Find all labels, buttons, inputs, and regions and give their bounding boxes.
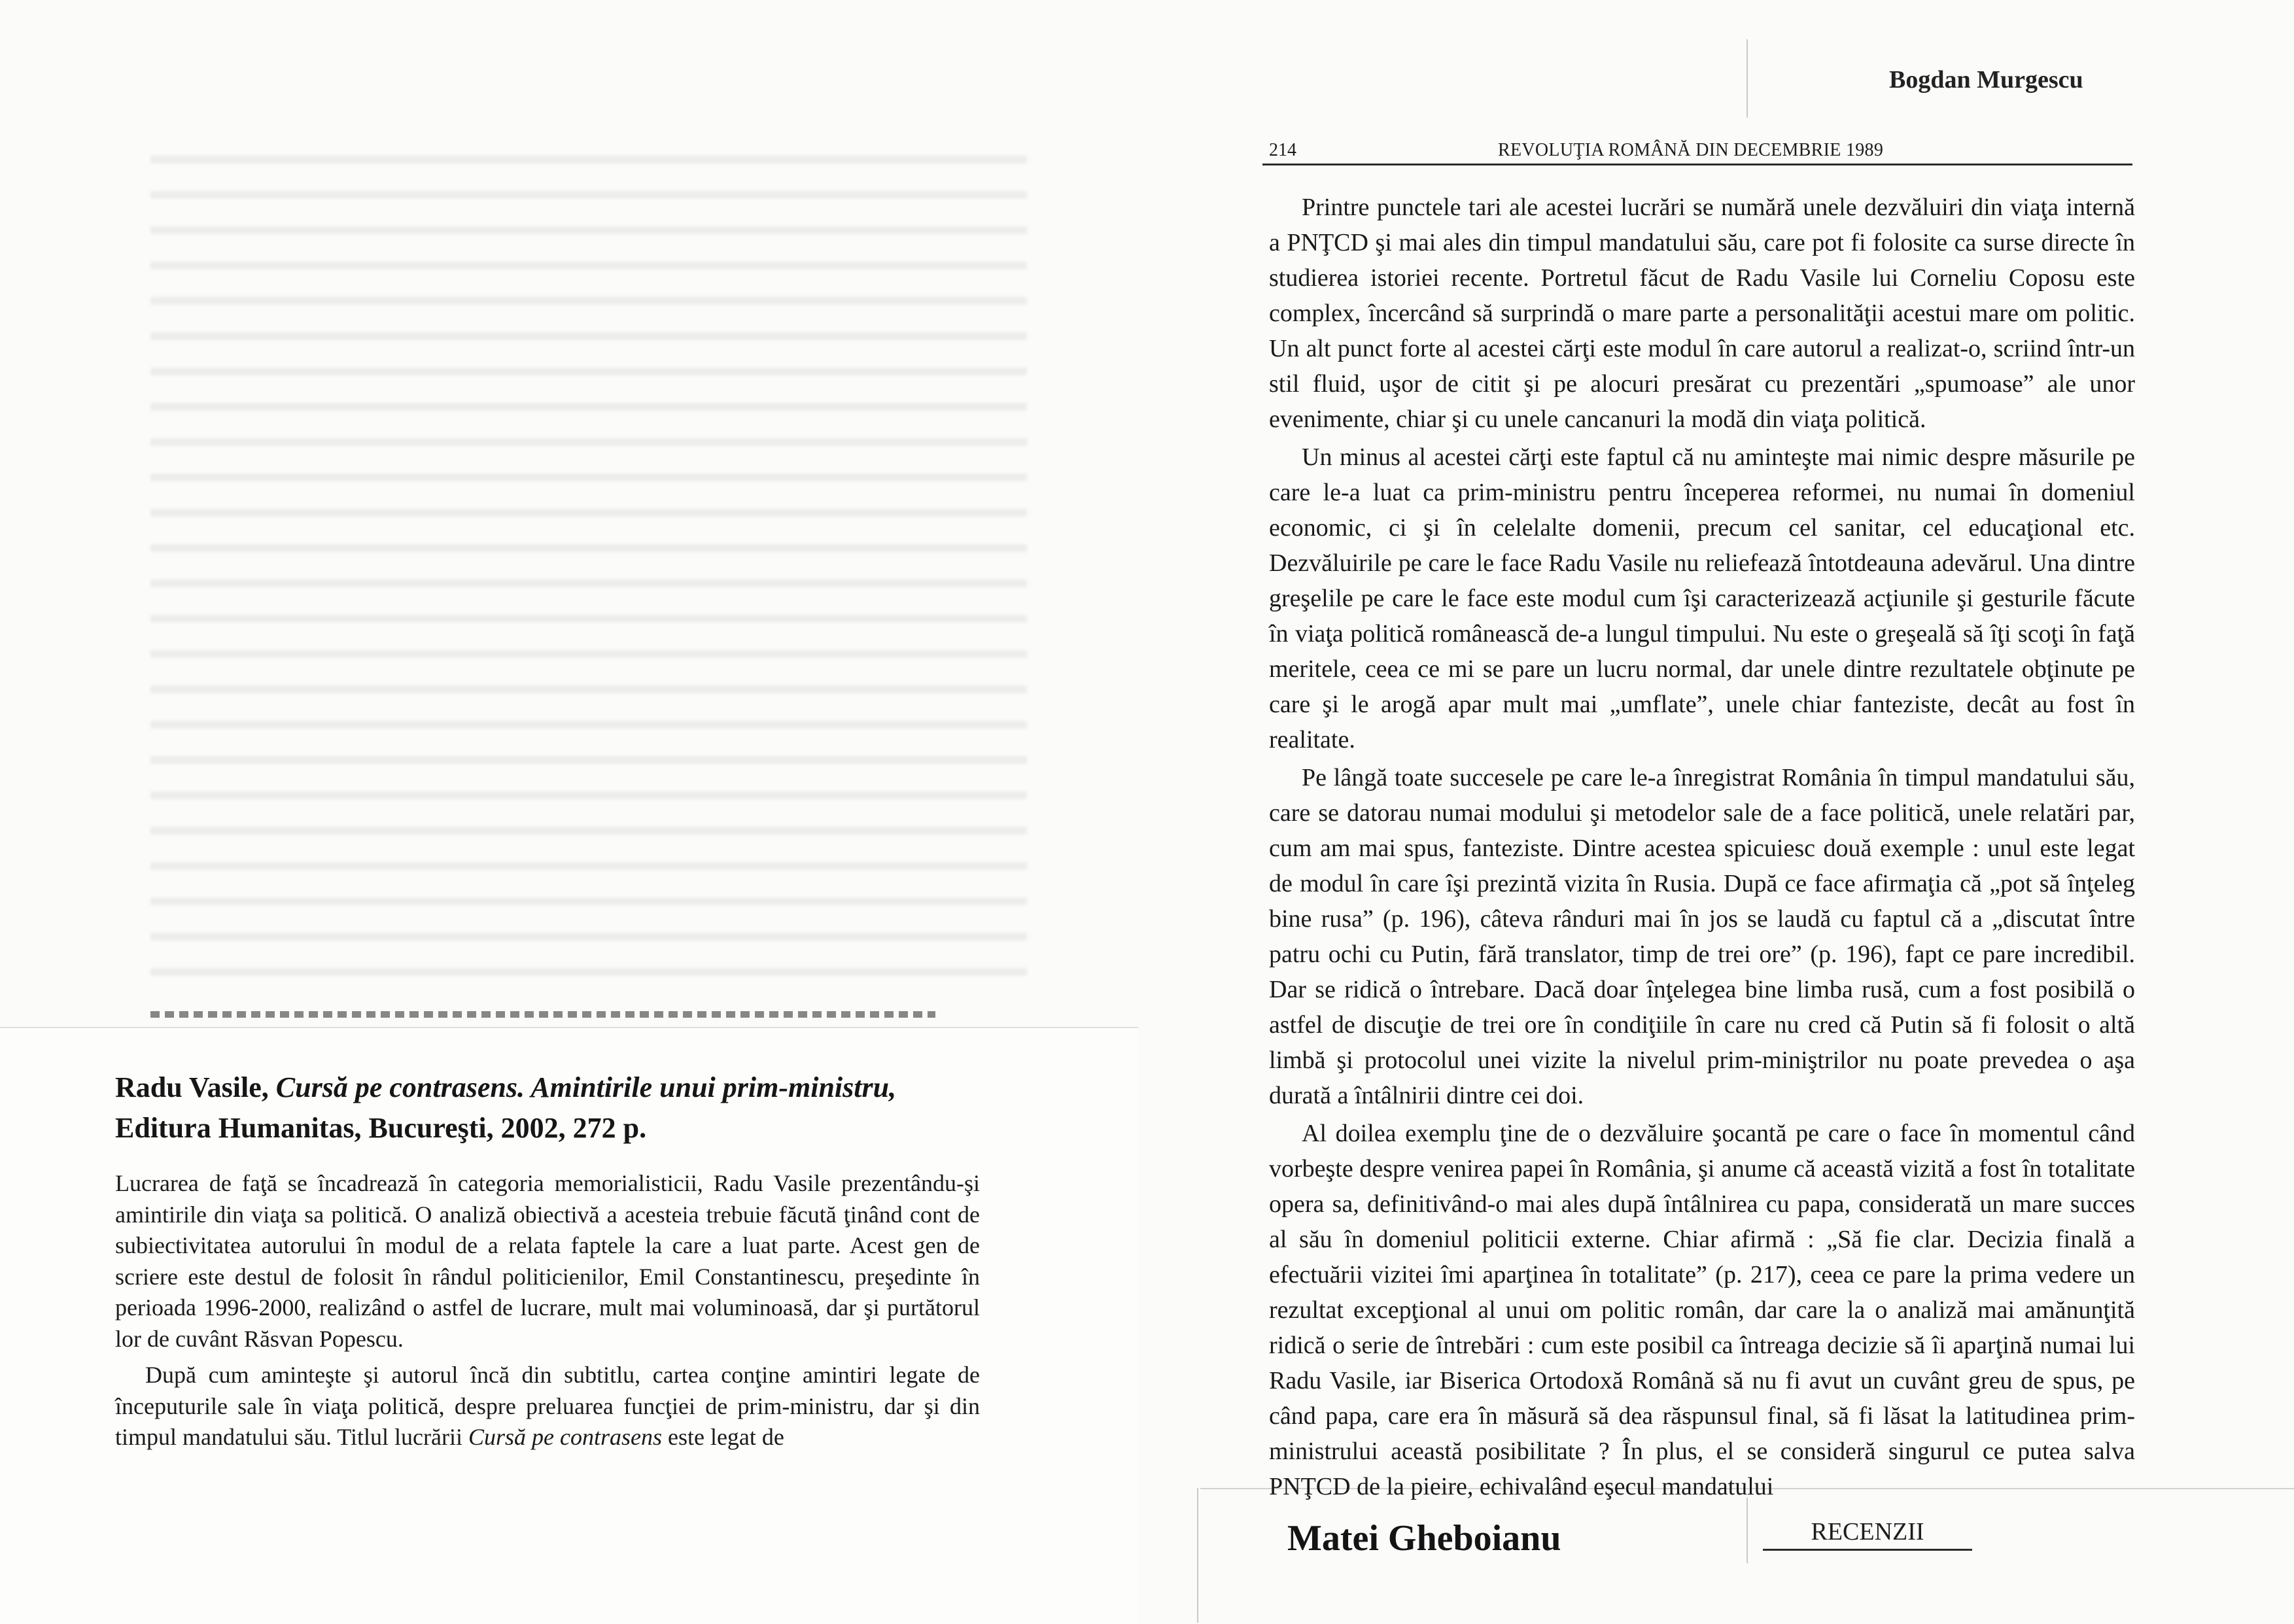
left-paragraph-1: Lucrarea de faţă se încadrează în categoria memorialisticii, Radu Vasile prezentându-şi amintirile din viaţa sa politică. O analiză obiectivă a acesteia trebuie făcută ţinând cont de subiectivitatea autorului în modul de a relata faptele la care a luat parte. Acest gen de scriere este destul de folosit în rândul politicienilor, Emil Constantinescu, preşedinte în perioada 1996-2000, realizând o astfel de lucrare, mult mai voluminoasă, dar şi purtătorul lor de cuvânt Răsvan Popescu. [115, 1170, 980, 1352]
page-author: Bogdan Murgescu [1889, 66, 2083, 94]
right-paragraph-1: Printre punctele tari ale acestei lucrări se numără unele dezvăluiri din viaţa internă a PNŢCD şi mai ales din timpul mandatului său, care pot fi folosite ca surse directe în studierea istoriei recente. Portretul făcut de Radu Vasile lui Corneliu Coposu este complex, încercând să surprindă o mare parte a personalităţii acestui mare om politic. Un alt punct forte al acestei cărţi este modul în care autorul a realizat-o, scriind într-un stil fluid, uşor de citit şi pe alocuri presărat cu prezentări „spumoase” ale unor evenimente, chiar şi cu unele cancanuri la modă din viaţa politică. [1269, 194, 2135, 433]
right-paragraph-2: Un minus al acestei cărţi este faptul că nu aminteşte mai nimic despre măsurile pe care le-a luat ca prim-ministru pentru începerea reformei, nu numai în domeniul economic, ci şi în celelalte domenii, precum cel sanitar, cel educaţional etc. Dezvăluirile pe care le face Radu Vasile nu reliefează întotdeauna adevărul. Una dintre greşelile pe care le face este modul cum îşi caracterizează acţiunile şi gesturile făcute în viaţa politică românească de-a lungul timpului. Nu este o greşeală să îţi scoţi în faţă meritele, ceea ce mi se pare un lucru normal, dar unele dintre rezultatele obţinute pe care şi le arogă apar mult mai „umflate”, unele chiar fanteziste, decât au fost în realitate. [1269, 443, 2135, 753]
section-label: RECENZII [1763, 1517, 1972, 1551]
right-paragraph-3: Pe lângă toate succesele pe care le-a înregistrat România în timpul mandatului său, care se datorau numai modului şi metodelor sale de a face politică, unele relatări par, cum am mai spus, fanteziste. Dintre acestea spicuiesc două exemple : unul este legat de modul în care îşi prezintă vizita în Rusia. După ce face afirmaţia că „pot să înţeleg bine rusa” (p. 196), câteva rânduri mai în jos se laudă cu faptul că a „discutat între patru ochi cu Putin, fără translator, timp de trei ore” (p. 196), fapt ce pare incredibil. Dar se ridică o întrebare. Dacă doar înţelegea bine limba rusă, cum a fost posibilă o astfel de discuţie de trei ore în condiţiile în care nu cred că Putin să fi folosit o altă limbă şi protocolul unei vizite la nivelul prim-miniştrilor nu poate prevedea o aşa durată a întâlnirii dintre cei doi. [1269, 764, 2135, 1109]
review-book-title: Cursă pe contrasens. Amintirile unui prim-ministru, [275, 1071, 897, 1103]
scan-fold-line [1747, 1498, 1748, 1563]
scan-fold-line [1747, 39, 1748, 118]
review-publisher-line: Editura Humanitas, Bucureşti, 2002, 272 p. [115, 1112, 647, 1144]
scan-fold-line [1197, 1488, 1198, 1623]
page-number: 214 [1269, 140, 1296, 160]
bottom-author: Matei Gheboianu [1287, 1518, 1561, 1559]
left-paragraph-2-end: este legat de [661, 1424, 784, 1450]
left-paragraph-2-start: După cum aminteşte şi autorul încă din subtitlu, cartea conţine amintiri legate de începuturile sale în viaţa politică, despre preluarea funcţiei de prim-ministru, dar şi din timpul mandatului său. Titlul lucrării [115, 1362, 980, 1450]
running-head [1262, 139, 2132, 165]
left-body-text [115, 1168, 980, 1453]
right-paragraph-4: Al doilea exemplu ţine de o dezvăluire şocantă pe care o face în momentul când vorbeşte despre venirea papei în România, şi anume că această vizită a fost în totalitate opera sa, definitivând-o mai ales după întâlnirea cu papa, considerată un mare succes al său în domeniul politicii externe. Chiar afirmă : „Să fie clar. Decizia finală a efectuării vizitei îmi aparţinea în totalitate” (p. 217), ceea ce pare la prima vedere un rezultat excepţional al unui om politic român, dar care la o analiză mai amănunţită ridică o serie de întrebări : cum este posibil ca întreaga decizie să îi aparţină numai lui Radu Vasile, iar Biserica Ortodoxă Română să nu fi avut un cuvânt greu de spus, pe când papa, care era în măsură să dea răspunsul final, să fi lăsat la latitudinea prim-ministrului această posibilitate ? În plus, el se consideră singurul ce putea salva PNŢCD de la pieire, echivalând eşecul mandatului [1269, 1120, 2135, 1500]
review-title [115, 1067, 1031, 1149]
bleed-through-text [150, 137, 1027, 1001]
running-title: REVOLUŢIA ROMÂNĂ DIN DECEMBRIE 1989 [1498, 140, 1884, 160]
left-paragraph-2-italic: Cursă pe contrasens [468, 1424, 662, 1450]
cut-off-text-line [150, 1011, 935, 1018]
right-body-text [1269, 190, 2135, 1504]
review-book-author: Radu Vasile, [115, 1071, 276, 1103]
left-paragraph-2 [115, 1360, 980, 1453]
review-title-line1 [115, 1067, 1031, 1108]
